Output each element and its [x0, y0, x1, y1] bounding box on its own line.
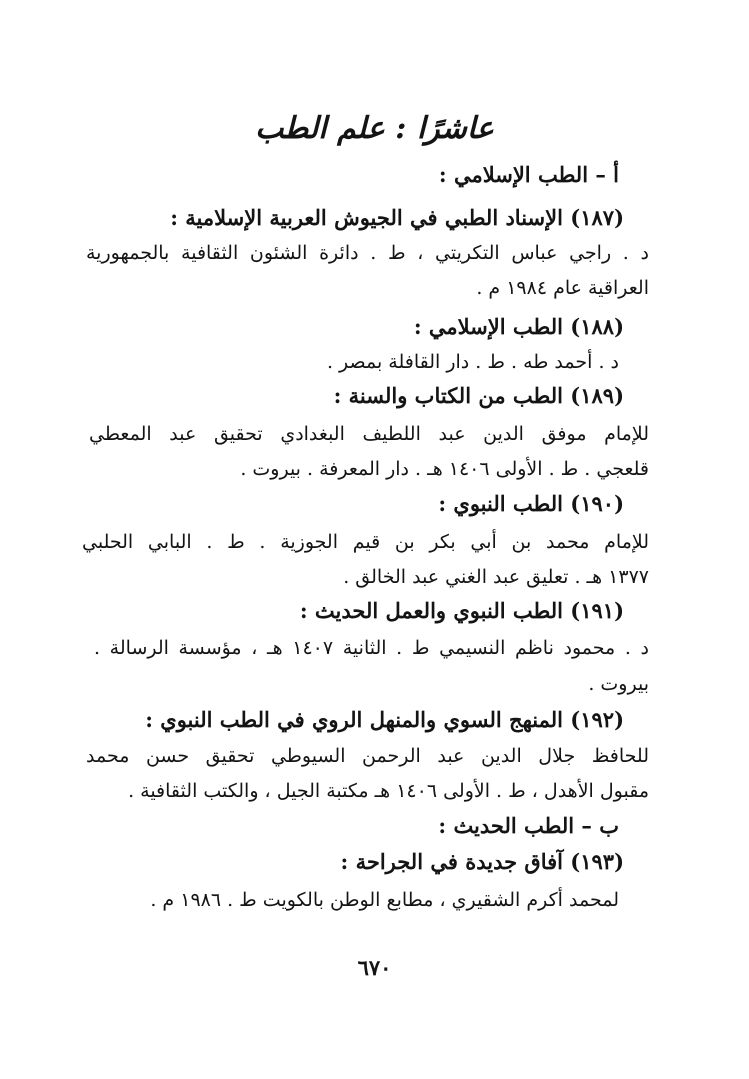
entry-heading-187: [170, 202, 624, 234]
entry-number: (١٩٢): [570, 707, 624, 732]
entry-title: الطب من الكتاب والسنة :: [333, 383, 563, 408]
entry-number: (١٩١): [570, 598, 624, 623]
entry-line-192-2: مقبول الأهدل ، ط . الأولى ١٤٠٦ هـ مكتبة الجيل ، والكتب الثقافية .: [128, 780, 649, 802]
entry-heading-190: [438, 488, 624, 520]
entry-line-191-1: د . محمود ناظم النسيمي ط . الثانية ١٤٠٧ هـ ، مؤسسة الرسالة .: [94, 637, 649, 659]
entry-line-192-1: للحافظ جلال الدين عبد الرحمن السيوطي تحقيق حسن محمد: [86, 745, 649, 767]
entry-line-190-1: للإمام محمد بن أبي بكر بن قيم الجوزية . ط . البابي الحلبي: [82, 531, 649, 553]
entry-heading-188: [414, 311, 624, 343]
entry-title: الطب النبوي والعمل الحديث :: [299, 598, 563, 623]
entry-line-189-2: قلعجي . ط . الأولى ١٤٠٦ هـ . دار المعرفة . بيروت .: [240, 458, 649, 480]
entry-heading-191: [300, 595, 624, 627]
entry-line-187-2: العراقية عام ١٩٨٤ م .: [476, 277, 649, 299]
entry-number: (١٨٩): [570, 383, 624, 408]
entry-title: آفاق جديدة في الجراحة :: [340, 849, 563, 874]
entry-line-193-1: لمحمد أكرم الشقيري ، مطابع الوطن بالكويت ط . ١٩٨٦ م .: [150, 889, 619, 911]
entry-title: الإسناد الطبي في الجيوش العربية الإسلامية :: [170, 205, 563, 230]
entry-heading-193: [341, 846, 624, 878]
page-title: عاشرًا : علم الطب: [255, 111, 494, 146]
entry-line-187-1: د . راجي عباس التكريتي ، ط . دائرة الشئون الثقافية بالجمهورية: [86, 242, 649, 264]
entry-line-188-1: د . أحمد طه . ط . دار القافلة بمصر .: [326, 351, 619, 373]
entry-heading-192: [145, 704, 624, 736]
entry-number: (١٩٣): [570, 849, 624, 874]
entry-title: الطب الإسلامي :: [413, 314, 563, 339]
entry-title: المنهج السوي والمنهل الروي في الطب النبوي :: [145, 707, 563, 732]
page-number: ٦٧٠: [357, 955, 392, 980]
entry-title: الطب النبوي :: [438, 491, 563, 516]
entry-line-190-2: ١٣٧٧ هـ . تعليق عبد الغني عبد الخالق .: [343, 566, 649, 588]
section-heading-b: ب – الطب الحديث :: [438, 813, 619, 838]
entry-line-191-2: بيروت .: [588, 673, 649, 695]
entry-line-189-1: للإمام موفق الدين عبد اللطيف البغدادي تحقيق عبد المعطي: [89, 423, 649, 445]
entry-number: (١٨٧): [570, 205, 624, 230]
entry-heading-189: [334, 380, 624, 412]
entry-number: (١٨٨): [570, 314, 624, 339]
entry-number: (١٩٠): [570, 491, 624, 516]
section-heading-a: أ – الطب الإسلامي :: [438, 162, 619, 187]
